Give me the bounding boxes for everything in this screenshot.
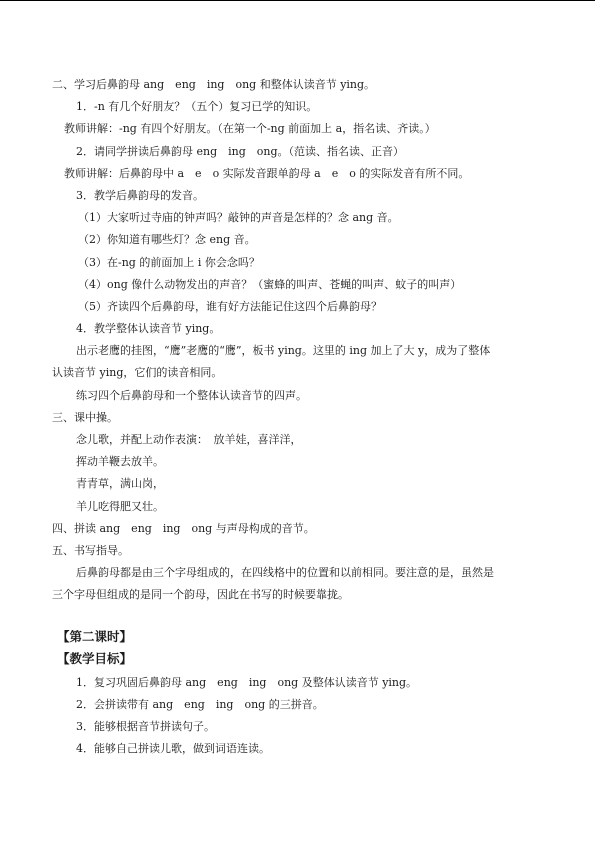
goal-1: 1．复习巩固后鼻韵母 ang eng ing ong 及整体认读音节 ying。 [76, 676, 418, 689]
item-1: 1．-n 有几个好朋友？（五个）复习已学的知识。 [76, 100, 318, 113]
writing-guide-1: 后鼻韵母都是由三个字母组成的，在四线格中的位置和以前相同。要注意的是，虽然是 [76, 566, 494, 579]
rhyme-line-1: 念儿歌，并配上动作表演： 放羊娃，喜洋洋， [76, 433, 302, 446]
goal-3: 3．能够根据音节拼读句子。 [76, 720, 215, 733]
writing-guide-2: 三个字母但组成的是同一个韵母，因此在书写的时候要靠拢。 [52, 588, 349, 601]
item-4: 4．教学整体认读音节 ying。 [76, 322, 221, 335]
paragraph-ying-1: 出示老鹰的挂图，“鹰”老鹰的“鹰”，板书 ying。这里的 ing 加上了大 y，成为了整体 [76, 344, 491, 357]
goal-4: 4．能够自己拼读儿歌，做到词语连读。 [76, 742, 270, 755]
second-lesson-heading: 【第二课时】 [57, 629, 133, 644]
paragraph-ying-2: 认读音节 ying，它们的读音相同。 [52, 366, 223, 379]
rhyme-line-4: 羊儿吃得肥又壮。 [76, 500, 164, 513]
section-four-title: 四、拼读 ang eng ing ong 与声母构成的音节。 [52, 522, 315, 535]
teacher-explain-1: 教师讲解：-ng 有四个好朋友。（在第一个-ng 前面加上 a，指名读、齐读。） [64, 122, 436, 135]
section-two-title: 二、学习后鼻韵母 ang eng ing ong 和整体认读音节 ying。 [52, 78, 376, 91]
item-3: 3．教学后鼻韵母的发音。 [76, 189, 204, 202]
sub-item-4: （4）ong 像什么动物发出的声音？（蜜蜂的叫声、苍蝇的叫声、蚊子的叫声） [78, 278, 462, 291]
item-2: 2．请同学拼读后鼻韵母 eng ing ong。（范读、指名读、正音） [76, 145, 405, 158]
sub-item-5: （5）齐读四个后鼻韵母，谁有好方法能记住这四个后鼻韵母？ [78, 300, 382, 313]
sub-item-3: （3）在-ng 的前面加上 i 你会念吗？ [78, 256, 260, 269]
section-five-title: 五、书写指导。 [52, 544, 129, 557]
goal-2: 2．会拼读带有 ang eng ing ong 的三拼音。 [76, 698, 324, 711]
practice-tones: 练习四个后鼻韵母和一个整体认读音节的四声。 [76, 389, 307, 402]
sub-item-1: （1）大家听过寺庙的钟声吗？敲钟的声音是怎样的？念 ang 音。 [78, 211, 399, 224]
teacher-explain-2: 教师讲解：后鼻韵母中 a e o 实际发音跟单韵母 a e o 的实际发音有所不同。 [64, 167, 470, 180]
sub-item-2: （2）你知道有哪些灯？念 eng 音。 [78, 233, 256, 246]
top-rule [0, 0, 595, 1]
section-three-title: 三、课中操。 [52, 411, 118, 424]
teaching-goals-heading: 【教学目标】 [57, 651, 133, 666]
rhyme-line-2: 挥动羊鞭去放羊。 [76, 455, 164, 468]
rhyme-line-3: 青青草，满山岗， [76, 477, 164, 490]
